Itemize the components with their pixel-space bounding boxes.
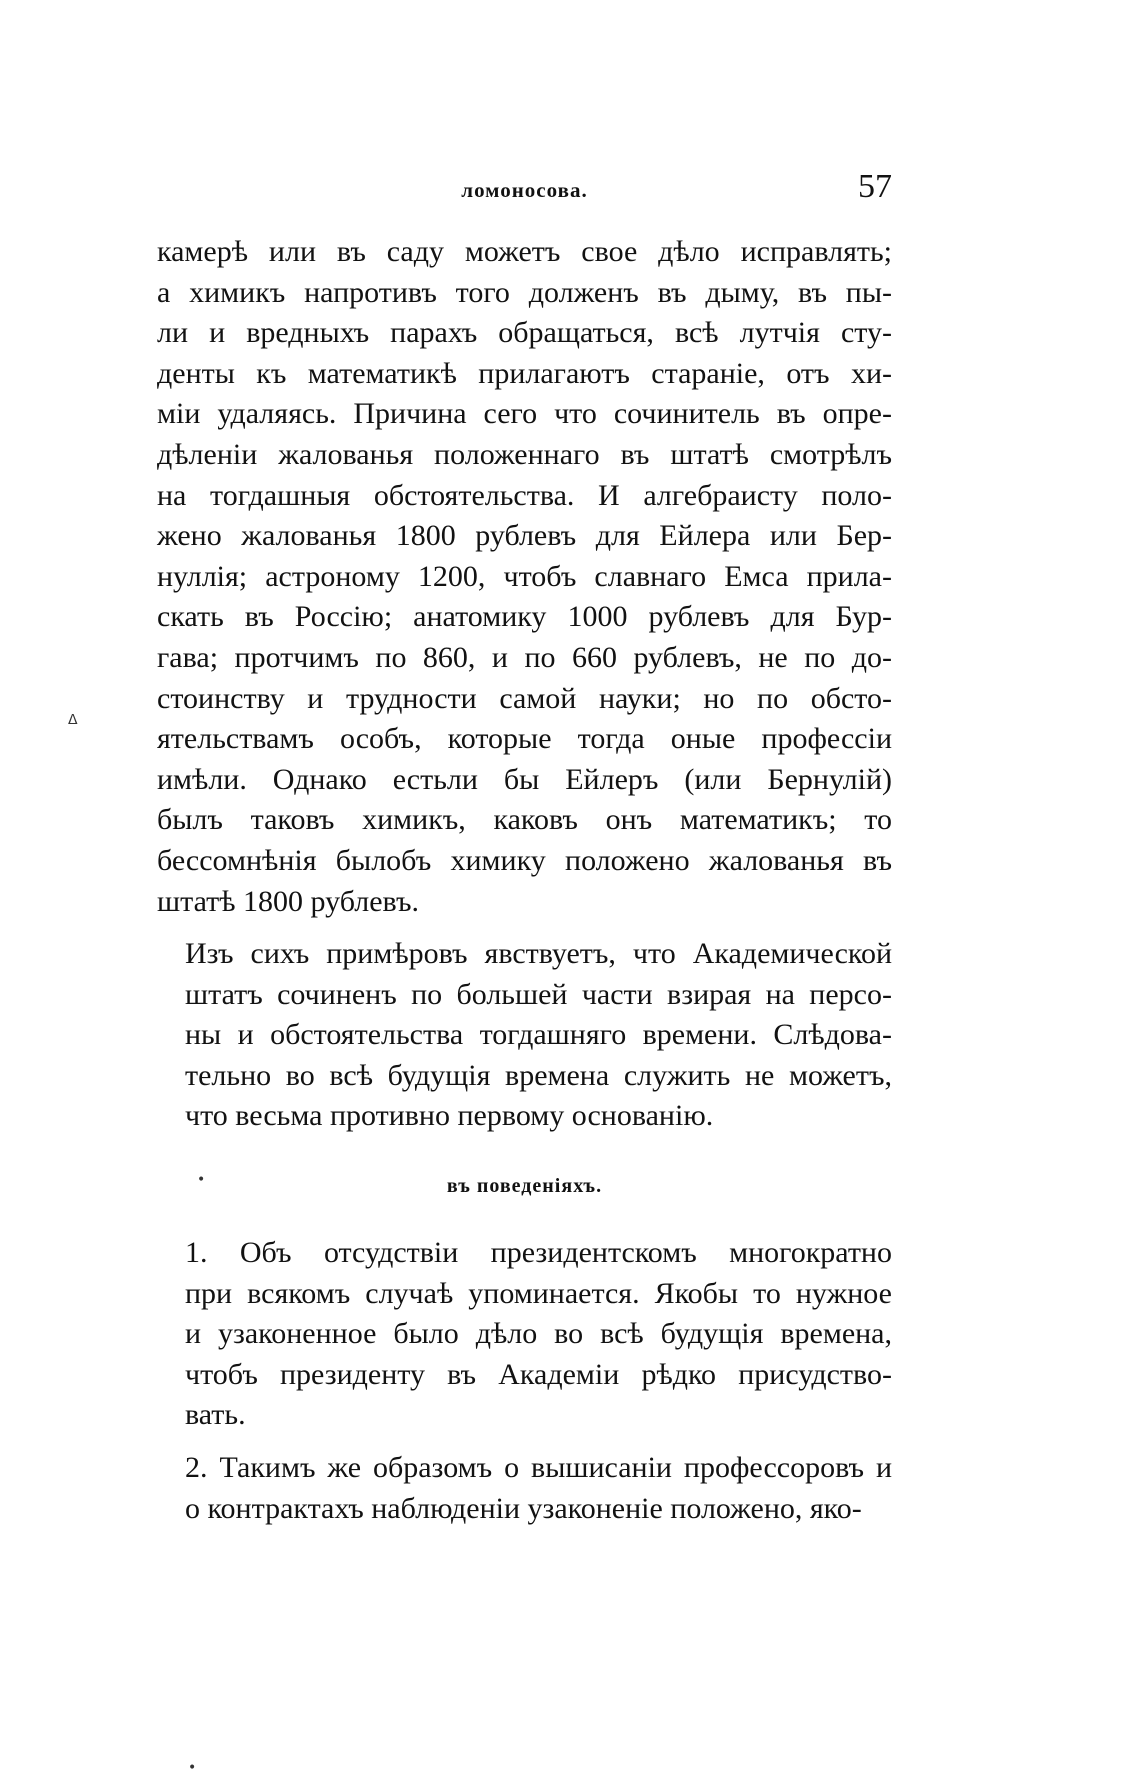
paragraph-1: [157, 232, 892, 922]
text-line: жено жалованья 1800 рублевъ для Ейлера или Бер-: [157, 519, 892, 553]
text-line: штатѣ 1800 рублевъ.: [157, 884, 419, 918]
text-line: и узаконенное было дѣло во всѣ будущія времена,: [185, 1317, 892, 1351]
text-line: на тогдашныя обстоятельства. И алгебраисту поло-: [157, 478, 892, 512]
text-line: о контрактахъ наблюденіи узаконеніе положено, яко-: [185, 1491, 862, 1525]
text-line: міи удаляясь. Причина сего что сочинитель въ опре-: [157, 397, 892, 431]
text-line: стоинству и трудности самой науки; но по обсто-: [157, 681, 892, 715]
text-line: при всякомъ случаѣ упоминается. Якобы то нужное: [185, 1276, 892, 1310]
text-line: ли и вредныхъ парахъ обращаться, всѣ лутчія сту-: [157, 316, 892, 350]
text-line: 1. Объ отсудствіи президентскомъ многократно: [185, 1236, 892, 1270]
text-line: 2. Такимъ же образомъ о вышисаніи профессоровъ и: [185, 1451, 892, 1485]
text-line: штатъ сочиненъ по большей части взирая на персо-: [185, 977, 892, 1011]
numbered-item-1: [157, 1233, 892, 1436]
text-line: дѣленіи жалованья положеннаго въ штатѣ смотрѣлъ: [157, 437, 892, 471]
running-head: ломоносова.: [461, 178, 588, 202]
text-line: бессомнѣнія былобъ химику положено жалованья въ: [157, 843, 892, 877]
page-number: 57: [858, 168, 892, 205]
text-line: нуллія; астроному 1200, чтобъ славнаго Емса прила-: [157, 559, 892, 593]
text-line: Изъ сихъ примѣровъ явствуетъ, что Академической: [185, 937, 892, 971]
text-line: скать въ Россію; анатомику 1000 рублевъ для Бур-: [157, 600, 892, 634]
text-line: вать.: [185, 1398, 246, 1432]
text-line: ятельствамъ особъ, которые тогда оные профессіи: [157, 722, 892, 756]
body-text: [157, 232, 892, 1529]
text-line: гава; протчимъ по 860, и по 660 рублевъ, не по до-: [157, 640, 892, 674]
text-line: а химикъ напротивъ того долженъ въ дыму, въ пы-: [157, 275, 892, 309]
page-header: [157, 170, 892, 210]
text-line: чтобъ президенту въ Академіи рѣдко присудство-: [185, 1357, 892, 1391]
text-line: былъ таковъ химикъ, каковъ онъ математикъ; то: [157, 803, 892, 837]
numbered-item-2: [157, 1448, 892, 1529]
text-line: ны и обстоятельства тогдашняго времени. Слѣдова-: [185, 1018, 892, 1052]
text-line: тельно во всѣ будущія времена служить не можетъ,: [185, 1058, 892, 1092]
text-line: денты къ математикѣ прилагаютъ стараніе, отъ хи-: [157, 356, 892, 390]
margin-mark: •: [188, 1760, 197, 1776]
margin-mark: •: [197, 1172, 206, 1188]
text-line: камерѣ или въ саду можетъ свое дѣло исправлять;: [157, 235, 892, 268]
text-line: что весьма противно первому основанію.: [185, 1099, 714, 1133]
paragraph-2: [157, 934, 892, 1137]
section-heading: въ поведеніяхъ.: [446, 1175, 603, 1198]
margin-mark: ᐃ: [68, 712, 78, 728]
text-line: имѣли. Однако естьли бы Ейлеръ (или Бернулій): [157, 762, 892, 796]
